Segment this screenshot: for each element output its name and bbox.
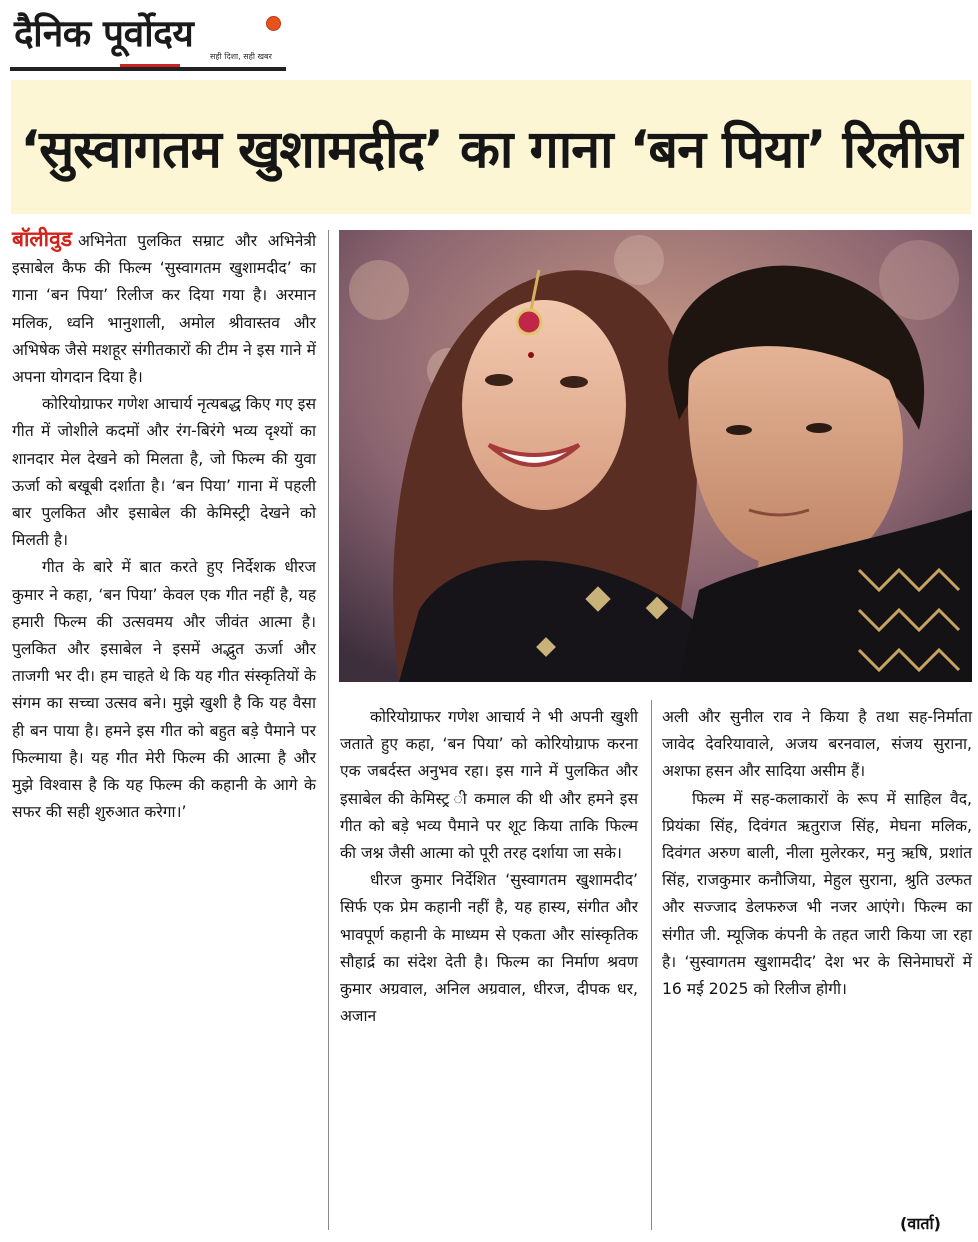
article-paragraph: धीरज कुमार निर्देशित ‘सुस्वागतम खुशामदीद’ सिर्फ एक प्रेम कहानी नहीं है, यह हास्य, संगीत और भावपूर्ण कहानी के माध्यम से एकता और सांस्कृतिक सौहार्द्र का संदेश देती है। फिल्म का निर्माण श्रवण कुमार अग्रवाल, अनिल अग्रवाल, धीरज, दीपक धर, अजान [340, 871, 638, 1026]
masthead-rule [10, 67, 286, 71]
newspaper-logo: दैनिक पूर्वोदय [14, 12, 194, 55]
article-paragraph: फिल्म में सह-कलाकारों के रूप में साहिल वैद, प्रियंका सिंह, दिवंगत ऋतुराज सिंह, मेघना मलिक, दिवंगत अरुण बाली, नीला मुलेरकर, मनु ऋषि, प्रशांत सिंह, राजकुमार कनौजिया, मेहुल सुराना, श्रुति उल्फत और सज्जाद डेलफरुज भी नजर आएंगे। फिल्म का संगीत जी. म्यूजिक कंपनी के तहत जारी किया जा रहा है। ‘सुस्वागतम खुशामदीद’ देश भर के सिनेमाघरों में 16 मई 2025 को रिलीज होगी। [662, 789, 972, 999]
paragraph-text: अभिनेता पुलकित सम्राट और अभिनेत्री इसाबेल कैफ की फिल्म ‘सुस्वागतम खुशामदीद’ का गाना ‘बन पिया’ रिलीज कर दिया गया है। अरमान मलिक, ध्वनि भानुशाली, अमोल श्रीवास्तव और अभिषेक जैसे मशहूर संगीतकारों की टीम ने इस गाने में अपना योगदान दिया है। [12, 232, 316, 387]
logo-dot-icon [266, 16, 281, 31]
article-paragraph: कोरियोग्राफर गणेश आचार्य नृत्यबद्ध किए गए इस गीत में जोशीले कदमों और रंग-बिरंगे भव्य दृश्यों का शानदार मेल देखने को मिलता है, जो फिल्म की युवा ऊर्जा को बखूबी दर्शाता है। ‘बन पिया’ गाना में पहली बार पुलकित और इसाबेल की केमिस्ट्री देखने को मिलती है। [12, 395, 316, 550]
article-column-2 [340, 704, 638, 1030]
headline-banner [11, 80, 971, 214]
section-rubric: बॉलीवुड [12, 227, 73, 251]
article-paragraph: अली और सुनील राव ने किया है तथा सह-निर्माता जावेद देवरियावाले, अजय बरनवाल, संजय सुराना, अशफा हसन और सादिया असीम हैं। [662, 708, 972, 781]
article-paragraph: कोरियोग्राफर गणेश आचार्य ने भी अपनी खुशी जताते हुए कहा, ‘बन पिया’ को कोरियोग्राफ करना एक जबर्दस्त अनुभव रहा। इस गाने में पुलकित और इसाबेल की केमिस्ट्र ी कमाल की थी और हमने इस गीत को बड़े भव्य पैमाने पर शूट किया ताकि फिल्म की जश्न जैसी आत्मा को पूरी तरह दर्शाया जा सके। [340, 708, 638, 863]
article-paragraph: गीत के बारे में बात करते हुए निर्देशक धीरज कुमार ने कहा, ‘बन पिया’ केवल एक गीत नहीं है, यह हमारी फिल्म की उत्सवमय और जीवंत आत्मा है। पुलकित और इसाबेल ने इसमें अद्भुत ऊर्जा और ताजगी भर दी। हम चाहते थे कि यह गीत संस्कृतियों के संगम का सच्चा उत्सव बने। मुझे खुशी है कि यह वैसा ही बन पाया है। हमने इस गीत को बहुत बड़े पैमाने पर फिल्माया है। यह गीत मेरी फिल्म की आत्मा है और मुझे विश्वास है कि यह फिल्म की कहानी के आगे के सफर की सही शुरुआत करेगा।’ [12, 558, 316, 822]
article-column-1 [12, 226, 316, 826]
masthead [14, 6, 286, 70]
news-agency-credit: (वार्ता) [900, 1214, 941, 1233]
column-divider [651, 700, 652, 1230]
article-photo [339, 230, 972, 682]
newspaper-tagline: सही दिशा, सही खबर [210, 52, 272, 61]
article-column-3 [662, 704, 972, 1003]
couple-photo-illustration [339, 230, 972, 682]
masthead-rule-accent [120, 64, 180, 67]
headline: ‘सुस्वागतम खुशामदीद’ का गाना ‘बन पिया’ रिलीज [20, 119, 962, 180]
column-divider [328, 230, 329, 1230]
article-paragraph [12, 226, 316, 391]
